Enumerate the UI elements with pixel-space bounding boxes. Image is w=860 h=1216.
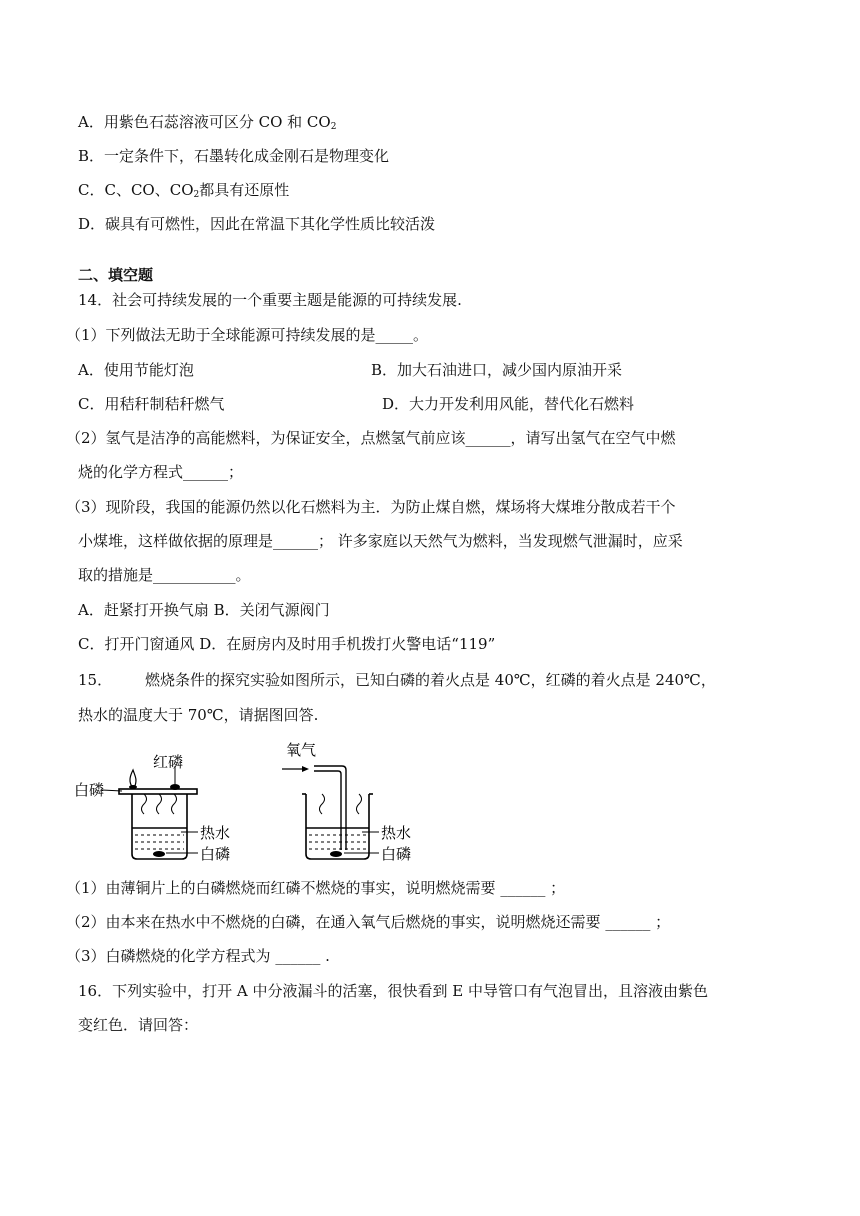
q14-part3-options-ab: A．赶紧打开换气扇 B．关闭气源阀门 bbox=[78, 601, 330, 619]
steam-1c bbox=[172, 794, 177, 814]
white-p-underwater-2 bbox=[330, 851, 342, 857]
section-title: 二、填空题 bbox=[78, 266, 154, 284]
q14-part1-option-b: B．加大石油进口，减少国内原油开采 bbox=[371, 361, 623, 379]
q15-part1: （1）由薄铜片上的白磷燃烧而红磷不燃烧的事实，说明燃烧需要 ______ ； bbox=[66, 879, 566, 897]
q14-part2-line2: 烧的化学方程式______； bbox=[78, 463, 244, 481]
q15-stem-line2: 热水的温度大于 70℃，请据图回答. bbox=[78, 706, 319, 724]
q14-stem: 14．社会可持续发展的一个重要主题是能源的可持续发展. bbox=[78, 291, 462, 309]
q13-option-c-subscript: 2 bbox=[193, 190, 200, 200]
steam-2b bbox=[357, 794, 362, 814]
q14-part3-line1: （3）现阶段，我国的能源仍然以化石燃料为主．为防止煤自燃，煤场将大煤堆分散成若干个 bbox=[66, 498, 676, 516]
q16-stem-line2: 变红色．请回答： bbox=[78, 1016, 199, 1034]
white-p-underwater-1 bbox=[153, 851, 165, 857]
q14-part2-line1: （2）氢气是洁净的高能燃料，为保证安全，点燃氢气前应该______，请写出氢气在空气中燃 bbox=[66, 429, 676, 447]
steam-1b bbox=[157, 794, 162, 814]
copper-sheet bbox=[119, 789, 197, 794]
q15-part3: （3）白磷燃烧的化学方程式为 ______ . bbox=[66, 947, 330, 965]
oxygen-tube-inner bbox=[314, 771, 341, 850]
label-oxygen: 氧气 bbox=[286, 742, 317, 759]
arrow-right-icon bbox=[302, 766, 309, 772]
q13-option-b: B．一定条件下，石墨转化成金刚石是物理变化 bbox=[78, 147, 390, 165]
left-apparatus bbox=[74, 753, 230, 863]
white-p-top-chunk bbox=[129, 785, 137, 789]
q14-part1: （1）下列做法无助于全球能源可持续发展的是_____。 bbox=[66, 326, 429, 344]
q14-part1-option-c: C．用秸秆制秸秆燃气 bbox=[78, 395, 225, 413]
label-white-p-1: 白磷 bbox=[200, 845, 231, 863]
q14-part3-line3: 取的措施是___________。 bbox=[78, 566, 251, 584]
right-apparatus bbox=[282, 742, 411, 863]
steam-2a bbox=[320, 794, 325, 814]
steam-1a bbox=[142, 794, 147, 814]
q14-part1-option-d: D．大力开发利用风能，替代化石燃料 bbox=[382, 395, 635, 413]
red-p-chunk bbox=[170, 784, 180, 790]
q13-option-c bbox=[78, 180, 289, 205]
q14-part3-line2: 小煤堆，这样做依据的原理是______； 许多家庭以天然气为燃料，当发现燃气泄漏时，应采 bbox=[78, 532, 683, 550]
q14-part3-options-cd: C．打开门窗通风 D．在厨房内及时用手机拨打火警电话“119” bbox=[78, 635, 496, 653]
label-hot-water-1: 热水 bbox=[200, 824, 231, 842]
q13-option-a-text: A．用紫色石蕊溶液可区分 CO 和 CO bbox=[78, 113, 331, 131]
q13-option-a bbox=[78, 112, 336, 137]
q13-option-a-subscript: 2 bbox=[330, 122, 337, 132]
label-white-p-2: 白磷 bbox=[381, 845, 412, 863]
q16-stem-line1: 16．下列实验中，打开 A 中分液漏斗的活塞，很快看到 E 中导管口有气泡冒出，且溶液由紫色 bbox=[78, 982, 708, 1000]
combustion-experiment-figure bbox=[74, 742, 424, 872]
q15-number: 15． bbox=[78, 671, 113, 689]
label-hot-water-2: 热水 bbox=[381, 824, 412, 842]
q15-stem-line1: 燃烧条件的探究实验如图所示，已知白磷的着火点是 40℃，红磷的着火点是 240℃， bbox=[145, 671, 716, 689]
q15-part2: （2）由本来在热水中不燃烧的白磷，在通入氧气后燃烧的事实，说明燃烧还需要 ______ ； bbox=[66, 913, 671, 931]
q13-option-c-text: C．C、CO、CO bbox=[78, 181, 194, 199]
label-white-p-top: 白磷 bbox=[74, 781, 105, 799]
q13-option-d: D．碳具有可燃性，因此在常温下其化学性质比较活泼 bbox=[78, 215, 436, 233]
label-red-p: 红磷 bbox=[153, 753, 184, 771]
q13-option-c-tail: 都具有还原性 bbox=[199, 181, 290, 199]
q14-part1-option-a: A．使用节能灯泡 bbox=[78, 361, 194, 379]
